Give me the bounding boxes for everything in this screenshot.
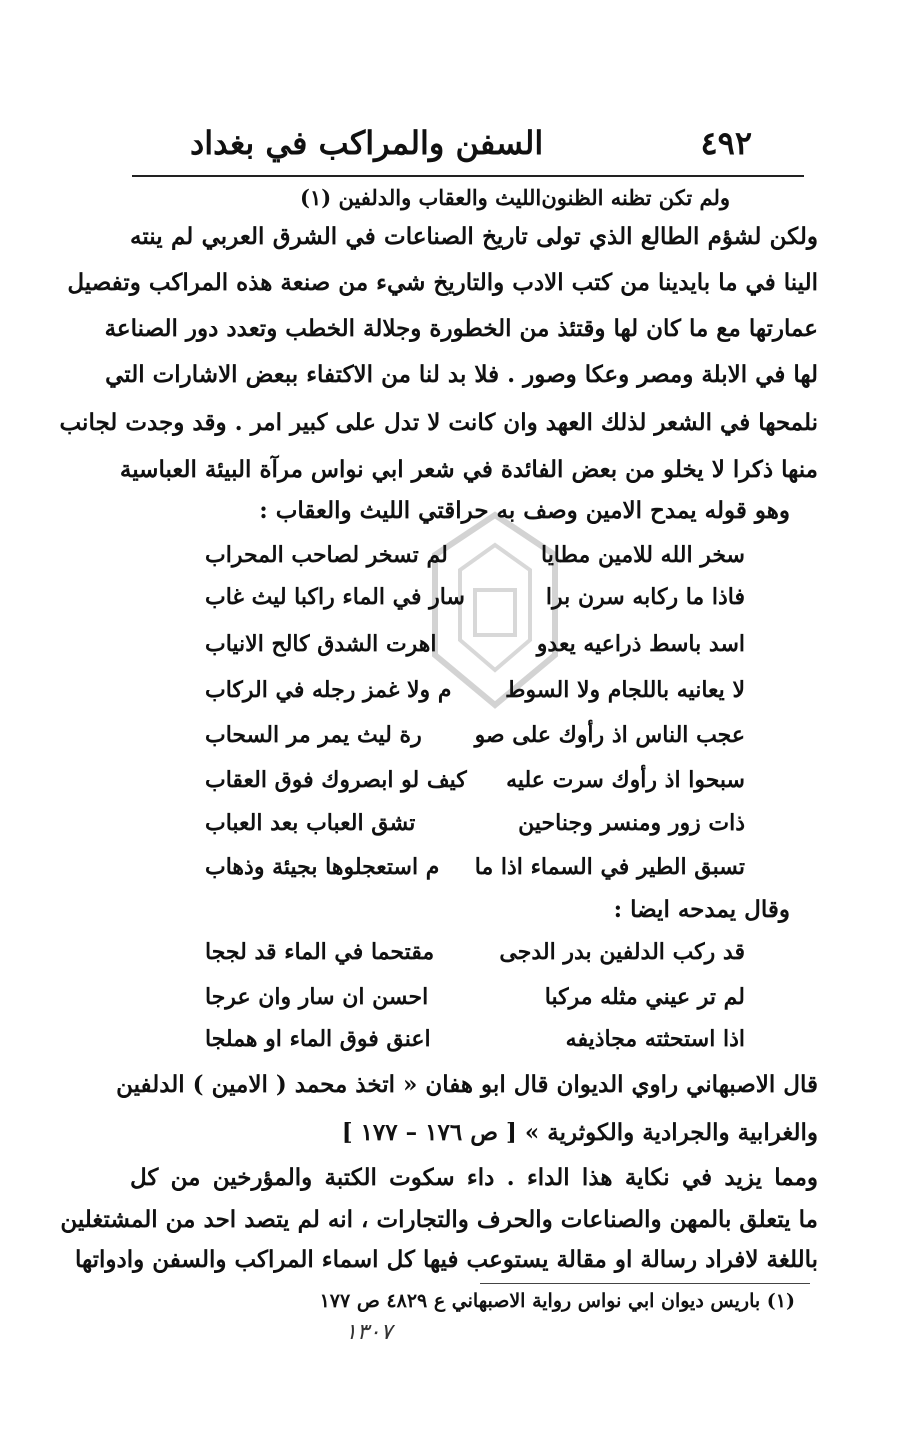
page-number: ٤٩٢: [700, 124, 752, 162]
footnote-rule: [480, 1283, 810, 1284]
verse-hemistich-right: فاذا ما ركابه سرن برا: [545, 584, 745, 610]
verse-hemistich-left: م استعجلوها بجيئة وذهاب: [205, 854, 440, 880]
verse-hemistich-left: احسن ان سار وان عرجا: [205, 984, 429, 1010]
verse-hemistich-left: كيف لو ابصروك فوق العقاب: [205, 767, 467, 793]
verse-line: [205, 763, 745, 797]
running-title: السفن والمراكب في بغداد: [190, 124, 544, 162]
page-header: [150, 118, 810, 168]
verse-hemistich-right: سخر الله للامين مطايا: [540, 542, 745, 568]
verse-line: [205, 673, 745, 707]
verse-hemistich-left: مقتحما في الماء قد لججا: [205, 939, 435, 965]
paragraph-1-line: نلمحها في الشعر لذلك العهد وان كانت لا تدل على كبير امر . وقد وجدت لجانب: [59, 409, 818, 436]
verse-hemistich-right: عجب الناس اذ رأوك على صو: [474, 722, 745, 748]
verse-line: [205, 935, 745, 969]
footnote: (١) باريس ديوان ابي نواس رواية الاصبهاني ع ٤٨٢٩ ص ١٧٧: [319, 1290, 795, 1312]
verse-hemistich-right: اسد باسط ذراعيه يعدو: [536, 631, 745, 657]
verse-hemistich-right: لا يعانيه باللجام ولا السوط: [505, 677, 745, 703]
verse-line: [205, 718, 745, 752]
paragraph-1-line: ولكن لشؤم الطالع الذي تولى تاريخ الصناعات في الشرق العربي لم ينته: [130, 223, 818, 250]
verse-line: [205, 538, 745, 572]
verse-hemistich-left: تشق العباب بعد العباب: [205, 810, 416, 836]
verse-hemistich-right: سبحوا اذ رأوك سرت عليه: [506, 767, 745, 793]
opening-verse: [300, 185, 730, 210]
verse-line: [205, 580, 745, 614]
verse-hemistich-left: سار في الماء راكبا ليث غاب: [205, 584, 465, 610]
verse-line: [205, 980, 745, 1014]
verse-line: [205, 1022, 745, 1056]
paragraph-1-line: لها في الابلة ومصر وعكا وصور . فلا بد لنا من الاكتفاء ببعض الاشارات التي: [105, 361, 818, 388]
verse-line: [205, 627, 745, 661]
verse-hemistich-left: اعنق فوق الماء او هملجا: [205, 1026, 431, 1052]
paragraph-2-line: والغرابية والجرادية والكوثرية » [ ص ١٧٦ – ١٧٧ ]: [341, 1119, 818, 1146]
paragraph-1-line: الينا في ما بايدينا من كتب الادب والتاريخ شيء من صنعة هذه المراكب وتفصيل: [67, 269, 818, 296]
paragraph-2-line: قال الاصبهاني راوي الديوان قال ابو هفان « اتخذ محمد ( الامين ) الدلفين: [116, 1071, 818, 1098]
verse-line: [205, 806, 745, 840]
verse-line: [205, 850, 745, 884]
header-rule: [132, 175, 804, 177]
paragraph-3-line: ومما يزيد في نكاية هذا الداء . داء سكوت الكتبة والمؤرخين من كل: [130, 1164, 818, 1191]
paragraph-1-line: عمارتها مع ما كان لها وقتئذ من الخطورة وجلالة الخطب وتعدد دور الصناعة: [104, 315, 818, 342]
paragraph-1-line: منها ذكرا لا يخلو من بعض الفائدة في شعر ابي نواس مرآة البيئة العباسية: [119, 456, 818, 483]
paragraph-1-line: وهو قوله يمدح الامين وصف به حراقتي الليث والعقاب :: [259, 497, 790, 524]
opening-verse-right: ولم تكن تظنه الظنون: [541, 185, 730, 210]
handwritten-note: ١٣٠٧: [345, 1320, 393, 1345]
opening-verse-left: الليث والعقاب والدلفين (١): [300, 185, 542, 210]
verse-hemistich-left: رة ليث يمر مر السحاب: [205, 722, 422, 748]
verse-hemistich-left: اهرت الشدق كالح الانياب: [205, 631, 437, 657]
verse-hemistich-left: م ولا غمز رجله في الركاب: [205, 677, 452, 703]
paragraph-3-line: باللغة لافراد رسالة او مقالة يستوعب فيها كل اسماء المراكب والسفن وادواتها: [75, 1246, 818, 1273]
paragraph-3-line: ما يتعلق بالمهن والصناعات والحرف والتجارات ، انه لم يتصد احد من المشتغلين: [60, 1206, 818, 1233]
verse-hemistich-right: اذا استحثته مجاذيفه: [565, 1026, 745, 1052]
verse-hemistich-right: لم تر عيني مثله مركبا: [544, 984, 745, 1010]
verse-hemistich-right: تسبق الطير في السماء اذا ما: [474, 854, 745, 880]
verse-hemistich-right: قد ركب الدلفين بدر الدجى: [499, 939, 745, 965]
poem-2-intro: وقال يمدحه ايضا :: [613, 896, 790, 923]
verse-hemistich-right: ذات زور ومنسر وجناحين: [518, 810, 745, 836]
verse-hemistich-left: لم تسخر لصاحب المحراب: [205, 542, 448, 568]
